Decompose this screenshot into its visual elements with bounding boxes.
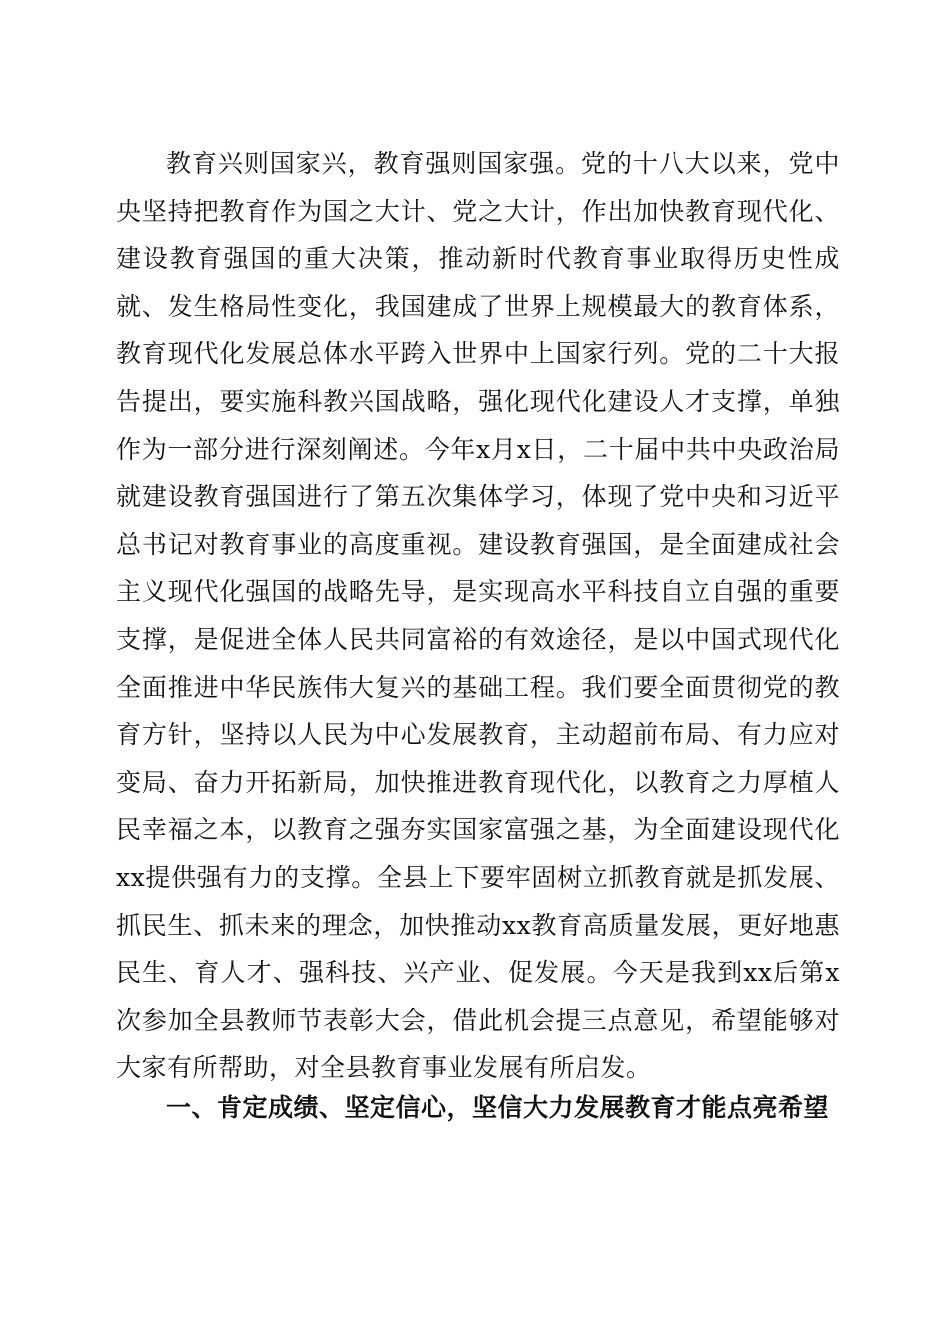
section-heading: 一、肯定成绩、坚定信心，坚信大力发展教育才能点亮希望 (166, 1093, 830, 1122)
body-paragraph: 教育兴则国家兴，教育强则国家强。党的十八大以来，党中央坚持把教育作为国之大计、党之大计，作出加快教育现代化、建设教育强国的重大决策，推动新时代教育事业取得历史性成就、发生格局性变化，我国建成了世界上规模最大的教育体系，教育现代化发展总体水平跨入世界中上国家行列。党的二十大报告提出，要实施科教兴国战略，强化现代化建设人才支撑，单独作为一部分进行深刻阐述。今年x月x日，二十届中共中央政治局就建设教育强国进行了第五次集体学习，体现了党中央和习近平总书记对教育事业的高度重视。建设教育强国，是全面建成社会主义现代化强国的战略先导，是实现高水平科技自立自强的重要支撑，是促进全体人民共同富裕的有效途径，是以中国式现代化全面推进中华民族伟大复兴的基础工程。我们要全面贯彻党的教育方针，坚持以人民为中心发展教育，主动超前布局、有力应对变局、奋力开拓新局，加快推进教育现代化，以教育之力厚植人民幸福之本，以教育之强夯实国家富强之基，为全面建设现代化xx提供强有力的支撑。全县上下要牢固树立抓教育就是抓发展、抓民生、抓未来的理念，加快推动xx教育高质量发展，更好地惠民生、育人才、强科技、兴产业、促发展。今天是我到xx后第x次参加全县教师节表彰大会，借此机会提三点意见，希望能够对大家有所帮助，对全县教育事业发展有所启发。 (116, 149, 840, 1083)
